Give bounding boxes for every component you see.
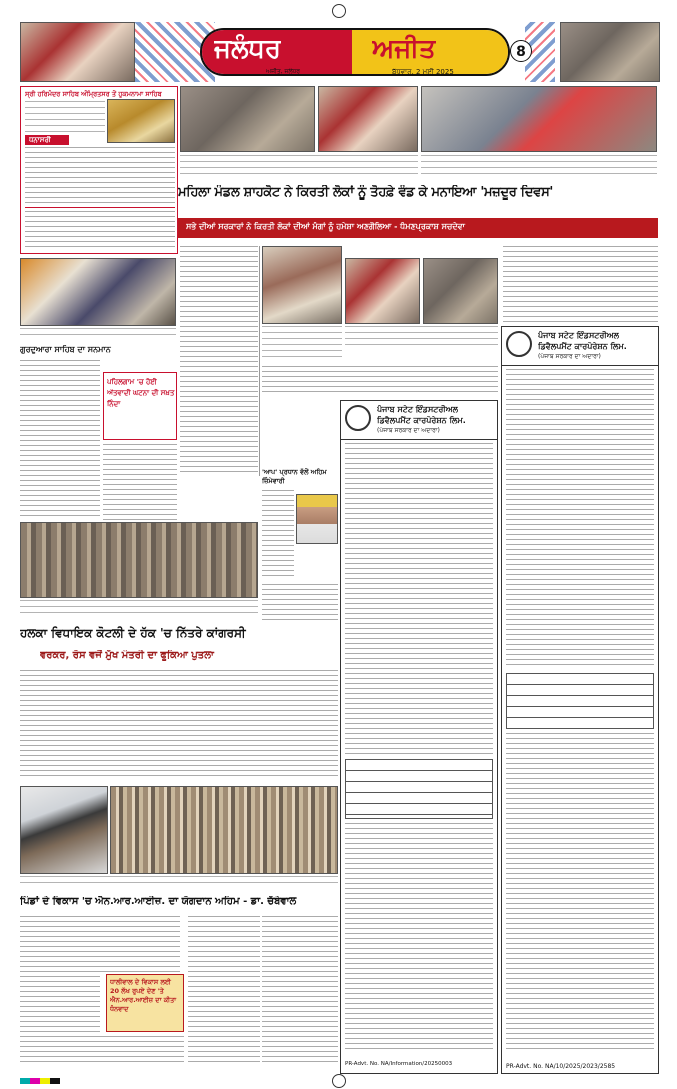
tender-ad-middle-footer: PR-Advt. No. NA/Information/20250003 <box>345 1061 453 1067</box>
tender-middle-table <box>345 759 493 819</box>
tender-ad-right <box>501 326 659 1074</box>
masthead-title-right: ਅਜੀਤ <box>372 34 436 64</box>
photo-union-rally <box>345 258 420 324</box>
bottom-quote-box <box>106 974 184 1032</box>
story-left-headline: ਗੁਰਦੁਆਰਾ ਸਾਹਿਬ ਦਾ ਸਨਮਾਨ <box>20 345 111 354</box>
photo-village-gathering <box>110 786 338 874</box>
photo-aap-leader <box>296 494 338 544</box>
story-left-inset <box>103 372 177 440</box>
main-subheadline: ਸਭੇ ਦੀਆਂ ਸਰਕਾਰਾਂ ਨੇ ਕਿਰਤੀ ਲੋਕਾਂ ਦੀਆਂ ਮੰਗਾਂ ਨੂੰ ਹਮੇਸ਼ਾ ਅਣਗੌਲਿਆ - ਧੰਮਣਪ੍ਰਕਾਸ਼ ਸਚਦੇਵਾ <box>186 222 465 231</box>
tender-ad-middle <box>340 400 498 1074</box>
tender-right-table <box>506 673 654 729</box>
congress-story-body <box>20 670 338 780</box>
photo-religious-leaders <box>20 258 176 326</box>
congress-subheadline: ਵਰਕਰ, ਰੋਸ ਵਜੋਂ ਮੁੱਖ ਮੰਤਰੀ ਦਾ ਫੂਕਿਆ ਪੁਤਲਾ <box>40 650 214 661</box>
crop-mark-top <box>332 4 346 18</box>
masthead <box>20 22 660 82</box>
tender-ad-right-footer: PR-Advt. No. NA/10/2025/2023/2585 <box>506 1063 616 1070</box>
masthead-photo-left <box>20 22 135 82</box>
right-column-text <box>503 246 658 324</box>
tender-ad-right-title: ਪੰਜਾਬ ਸਟੇਟ ਇੰਡਸਟਰੀਅਲ <box>538 331 620 340</box>
hukamnama-sub: ਧਨਾਸਰੀ <box>29 136 51 144</box>
congress-headline: ਹਲਕਾ ਵਿਧਾਇਕ ਕੋਟਲੀ ਦੇ ਹੱਕ 'ਚ ਨਿੱਤਰੇ ਕਾਂਗਰਸੀ <box>20 626 246 640</box>
tender-ad-right-title2: ਡਿਵੈਲਪਮੈਂਟ ਕਾਰਪੋਰੇਸ਼ਨ ਲਿਮ. <box>538 342 627 351</box>
photo-workers-gathering <box>423 258 498 324</box>
tender-ad-middle-title2: ਡਿਵੈਲਪਮੈਂਟ ਕਾਰਪੋਰੇਸ਼ਨ ਲਿਮ. <box>377 416 466 425</box>
masthead-date: ਬੁੱਧਵਾਰ, 2 ਮਈ 2025 <box>392 68 454 76</box>
masthead-subtitle: ਅਜੀਤ, ਜਲੰਧਰ <box>266 68 301 75</box>
bottom-headline: ਪਿੰਡਾਂ ਦੇ ਵਿਕਾਸ 'ਚ ਐਨ.ਆਰ.ਆਈਜ਼. ਦਾ ਯੋਗਦਾਨ ਅਹਿਮ - ਡਾ. ਚੱਬੇਵਾਲ <box>20 896 297 907</box>
main-headline: ਮਹਿਲਾ ਮੰਡਲ ਸ਼ਾਹਕੋਟ ਨੇ ਕਿਰਤੀ ਲੋਕਾਂ ਨੂੰ ਤੋਹਫ਼ੇ ਵੰਡ ਕੇ ਮਨਾਇਆ 'ਮਜ਼ਦੂਰ ਦਿਵਸ' <box>178 185 554 200</box>
top-photo-caption-right <box>421 155 657 179</box>
color-bar-bottom <box>20 1078 60 1084</box>
main-subheadline-banner <box>178 218 658 238</box>
psidc-logo-right <box>506 331 532 357</box>
tender-ad-middle-title: ਪੰਜਾਬ ਸਟੇਟ ਇੰਡਸਟਰੀਅਲ <box>377 405 459 414</box>
top-photo-2 <box>318 86 418 152</box>
page-number: 8 <box>516 44 526 60</box>
hukamnama-divider <box>25 207 175 208</box>
story-left-inset-text: ਪਹਿਲਗਾਮ 'ਚ ਹੋਈ ਅੱਤਵਾਦੀ ਘਟਨਾ ਦੀ ਸਖ਼ਤ ਨਿੰਦਾ <box>107 378 175 408</box>
tender-ad-middle-sub: (ਪੰਜਾਬ ਸਰਕਾਰ ਦਾ ਅਦਾਰਾ) <box>377 427 440 434</box>
masthead-photo-right <box>560 22 660 82</box>
page-number-badge <box>510 40 532 62</box>
masthead-logo-frame <box>200 28 510 76</box>
aap-story-headline: 'ਆਪ' ਪ੍ਰਧਾਨ ਵੱਲੋਂ ਅਹਿਮ ਜ਼ਿੰਮੇਵਾਰੀ <box>262 468 327 485</box>
photo-speaker-mic <box>20 786 108 874</box>
psidc-logo-middle <box>345 405 371 431</box>
photo-congress-rally <box>20 522 258 598</box>
hukamnama-title: ਸ੍ਰੀ ਹਰਿਮੰਦਰ ਸਾਹਿਬ ਅੰਮ੍ਰਿਤਸਰ ਤੋਂ ਹੁਕਮਨਾਮਾ ਸਾਹਿਬ <box>25 90 162 98</box>
top-photo-1 <box>180 86 315 152</box>
bottom-quote: ਧਾਲੀਵਾਲ ਦੇ ਵਿਕਾਸ ਲਈ 20 ਲੱਖ ਰੁਪਏ ਦੇਣ 'ਤੇ ਐਨ.ਆਰ.ਆਈਜ਼ ਦਾ ਕੀਤਾ ਧੰਨਵਾਦ <box>110 978 177 1013</box>
top-photo-3 <box>421 86 657 152</box>
main-story-col-1 <box>180 246 258 476</box>
hukamnama-box <box>20 86 178 254</box>
photo-woman-presenting <box>262 246 342 324</box>
masthead-title-left: ਜਲੰਧਰ <box>214 34 282 64</box>
golden-temple-photo <box>107 99 175 143</box>
crop-mark-bottom <box>332 1074 346 1088</box>
tender-ad-right-sub: (ਪੰਜਾਬ ਸਰਕਾਰ ਦਾ ਅਦਾਰਾ) <box>538 353 601 360</box>
top-photo-caption-left <box>180 155 418 179</box>
